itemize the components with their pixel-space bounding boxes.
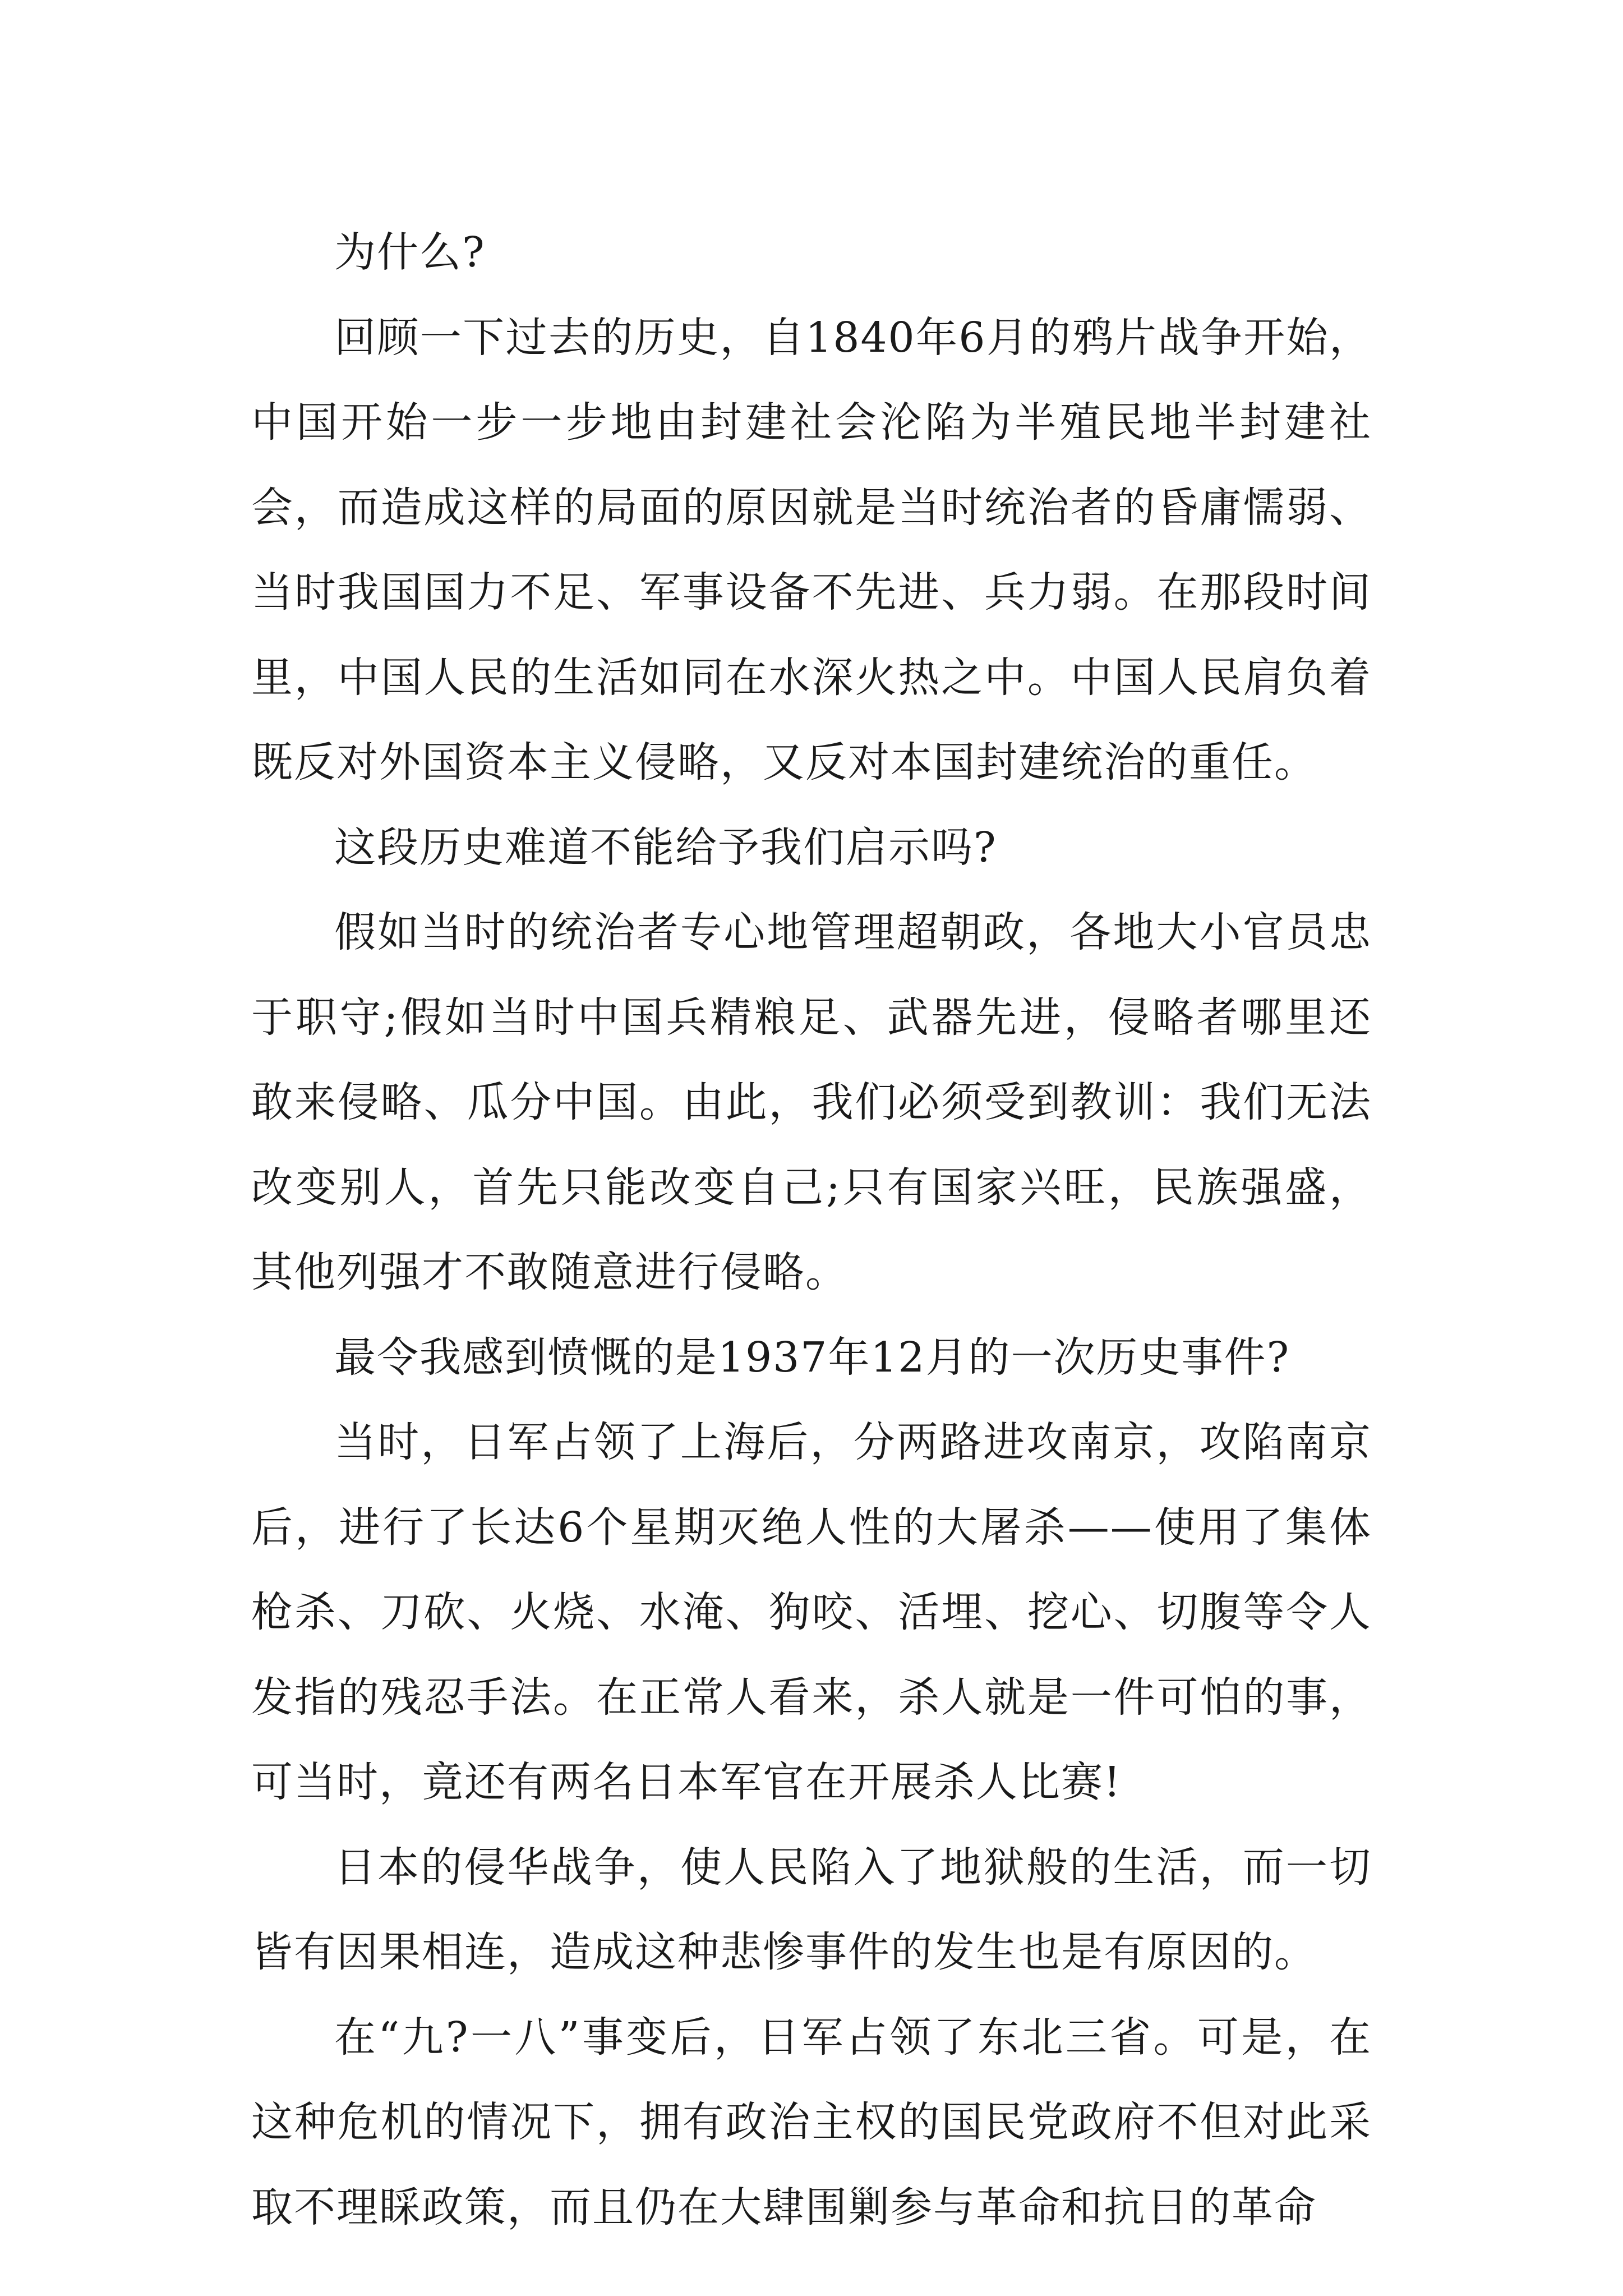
paragraph-5: 最令我感到愤慨的是1937年12月的一次历史事件? bbox=[334, 1333, 1290, 1382]
paragraph-8: 在“九?一八”事变后，日军占领了东北三省。可是，在这种危机的情况下，拥有政治主权的国民党政府不但对此采取不理睬政策，而且仍在大肆围剿参与革命和抗日的革命 bbox=[251, 2013, 1372, 2231]
paragraph-4: 假如当时的统治者专心地管理超朝政，各地大小官员忠于职守;假如当时中国兵精粮足、武器先进，侵略者哪里还敢来侵略、瓜分中国。由此，我们必须受到教训：我们无法改变别人，首先只能改变自己;只有国家兴旺，民族强盛，其他列强才不敢随意进行侵略。 bbox=[251, 908, 1372, 1296]
paragraph-1: 为什么? bbox=[334, 228, 486, 277]
paragraph-2: 回顾一下过去的历史，自1840年6月的鸦片战争开始，中国开始一步一步地由封建社会沦陷为半殖民地半封建社会，而造成这样的局面的原因就是当时统治者的昏庸懦弱、当时我国国力不足、军事设备不先进、兵力弱。在那段时间里，中国人民的生活如同在水深火热之中。中国人民肩负着既反对外国资本主义侵略，又反对本国封建统治的重任。 bbox=[251, 313, 1372, 786]
paragraph-6: 当时，日军占领了上海后，分两路进攻南京，攻陷南京后，进行了长达6个星期灭绝人性的大屠杀——使用了集体枪杀、刀砍、火烧、水淹、狗咬、活埋、挖心、切腹等令人发指的残忍手法。在正常人看来，杀人就是一件可怕的事，可当时，竟还有两名日本军官在开展杀人比赛! bbox=[251, 1418, 1372, 1806]
paragraph-3: 这段历史难道不能给予我们启示吗? bbox=[334, 823, 997, 872]
document-body bbox=[251, 210, 1372, 2250]
paragraph-7: 日本的侵华战争，使人民陷入了地狱般的生活，而一切皆有因果相连，造成这种悲惨事件的发生也是有原因的。 bbox=[251, 1843, 1372, 1976]
